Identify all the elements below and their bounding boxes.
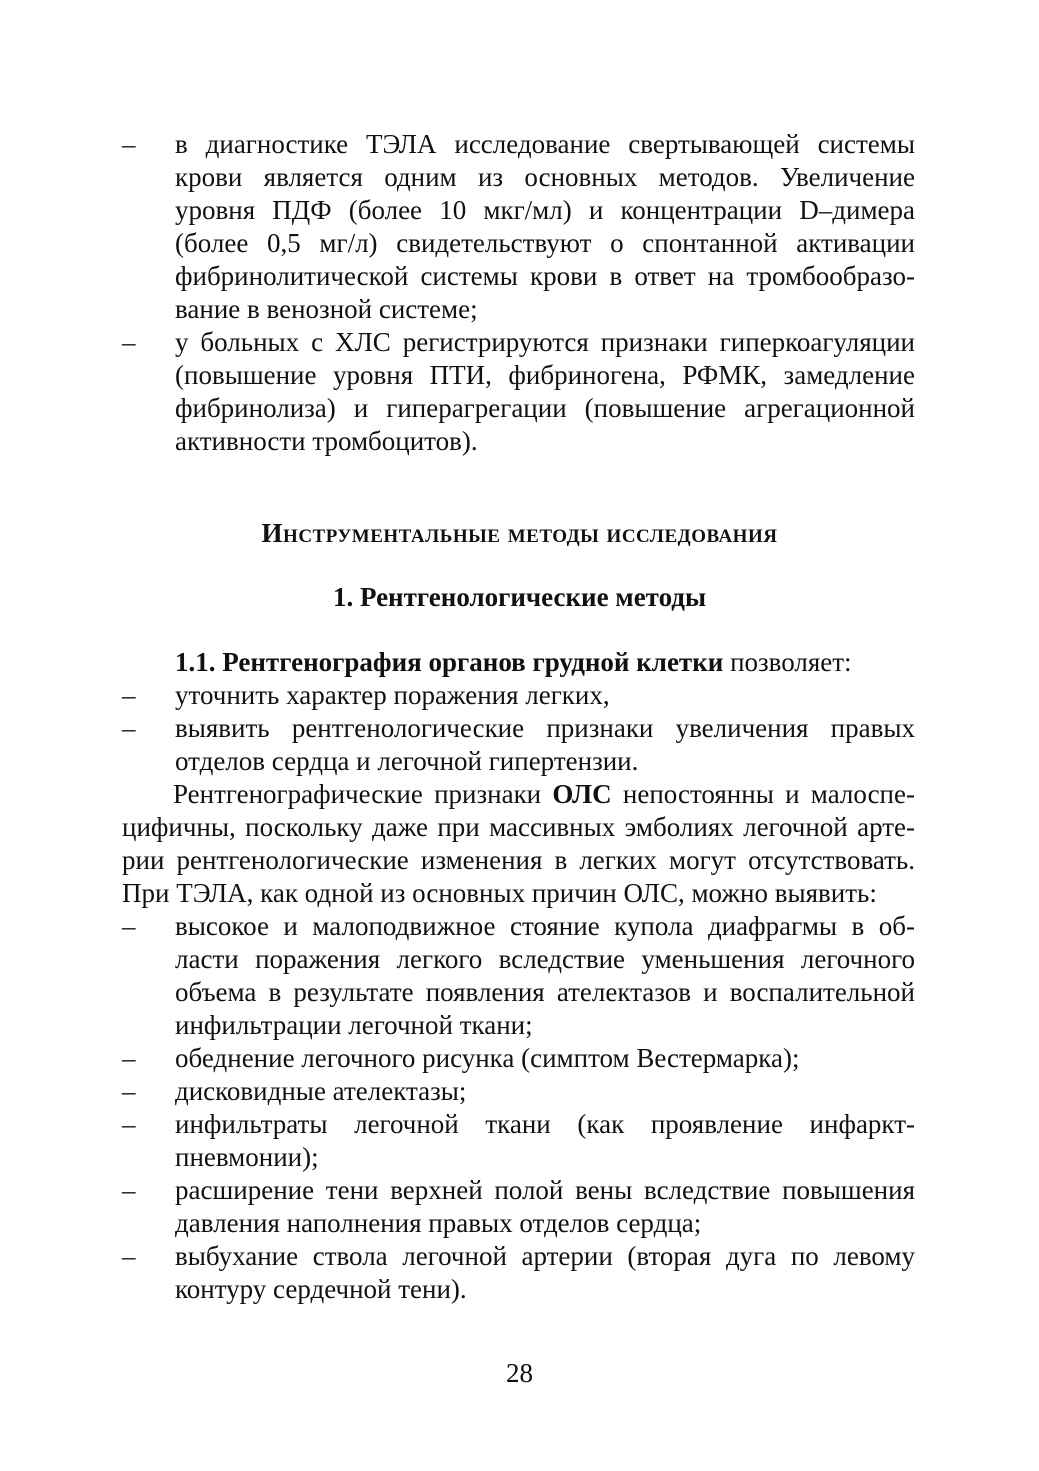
list-item-continuation [0,293,1039,326]
paragraph-intro [0,646,1039,679]
list-item-text: фибринолиза) и гиперагрегации (повышение агрегационной [175,393,915,423]
list-item-text: уровня ПДФ (более 10 мкг/мл) и концентрации D–димера [175,195,915,225]
list-item-continuation [0,227,1039,260]
paragraph-start: Рентгенографические признаки [173,779,553,809]
list-item-continuation [0,943,1039,976]
list-item-text: (повышение уровня ПТИ, фибриногена, РФМК, замедление [175,360,915,390]
paragraph-rest: непостоянны и малоспе- [611,779,915,809]
list-item-text: крови является одним из основных методов. Увеличение [175,162,915,192]
list-item-continuation [0,425,1039,458]
bullet-dash: – [122,1043,136,1073]
list-item-text: у больных с ХЛС регистрируются признаки гиперкоагуляции [175,327,915,357]
intro-rest: позволяет: [723,647,852,677]
list-item-text: инфильтраты легочной ткани (как проявление инфаркт- [175,1109,915,1139]
bullet-dash: – [122,713,136,743]
list-item [0,1075,1039,1108]
paragraph-line: рии рентгенологические изменения в легких могут отсутствовать. [122,845,915,875]
bullet-dash: – [122,1175,136,1205]
bullet-dash: – [122,1241,136,1271]
list-item [0,128,1039,161]
bullet-dash: – [122,680,136,710]
list-item [0,679,1039,712]
list-item [0,1174,1039,1207]
paragraph-line-row [0,877,1039,910]
paragraph-line: При ТЭЛА, как одной из основных причин ОЛС, можно выявить: [122,878,877,908]
list-item-text: дисковидные ателектазы; [175,1076,467,1106]
list-item-text: отделов сердца и легочной гипертензии. [175,746,639,776]
list-item [0,910,1039,943]
list-item-continuation [0,359,1039,392]
list-item-continuation [0,1009,1039,1042]
list-item-continuation [0,260,1039,293]
paragraph-bold: ОЛС [552,779,612,809]
list-item-continuation [0,1141,1039,1174]
list-item-text: фибринолитической системы крови в ответ на тромбообразо- [175,261,915,291]
paragraph-line-row [0,811,1039,844]
list-item-text: расширение тени верхней полой вены вследствие повышения [175,1175,915,1205]
list-item-continuation [0,1273,1039,1306]
list-item [0,712,1039,745]
paragraph-line [173,778,915,811]
paragraph-line: цифичны, поскольку даже при массивных эмболиях легочной арте- [122,812,915,842]
list-item [0,326,1039,359]
list-item-text: обеднение легочного рисунка (симптом Вестермарка); [175,1043,800,1073]
list-item-text: контуру сердечной тени). [175,1274,467,1304]
list-item-text: давления наполнения правых отделов сердца; [175,1208,702,1238]
list-item-text: ласти поражения легкого вследствие уменьшения легочного [175,944,915,974]
list-item-continuation [0,976,1039,1009]
bullet-dash: – [122,1109,136,1139]
list-item-continuation [0,194,1039,227]
list-item-text: вание в венозной системе; [175,294,478,324]
list-item-text: инфильтрации легочной ткани; [175,1010,533,1040]
list-item-continuation [0,1207,1039,1240]
list-item-text: выявить рентгенологические признаки увеличения правых [175,713,915,743]
intro-text [175,646,852,679]
list-item-text: пневмонии); [175,1142,319,1172]
bullet-dash: – [122,327,136,357]
bullet-dash: – [122,129,136,159]
list-item-text: (более 0,5 мг/л) свидетельствуют о спонтанной активации [175,228,915,258]
section-heading: Инструментальные методы исследования [261,518,778,548]
list-item [0,1042,1039,1075]
bullet-dash: – [122,911,136,941]
list-item [0,1108,1039,1141]
page-number: 28 [506,1358,533,1388]
list-item-continuation [0,161,1039,194]
bullet-dash: – [122,1076,136,1106]
list-item-continuation [0,392,1039,425]
list-item-text: в диагностике ТЭЛА исследование свертывающей системы [175,129,915,159]
intro-bold: 1.1. Рентгенография органов грудной клетки [175,647,724,677]
paragraph-line-row [0,844,1039,877]
list-item-text: объема в результате появления ателектазов и воспалительной [175,977,915,1007]
list-item-text: высокое и малоподвижное стояние купола диафрагмы в об- [175,911,915,941]
list-item [0,1240,1039,1273]
list-item-continuation [0,745,1039,778]
subsection-heading: 1. Рентгенологические методы [332,582,707,612]
list-item-text: выбухание ствола легочной артерии (вторая дуга по левому [175,1241,915,1271]
paragraph [0,778,1039,811]
list-item-text: активности тромбоцитов). [175,426,478,456]
list-item-text: уточнить характер поражения легких, [175,680,610,710]
